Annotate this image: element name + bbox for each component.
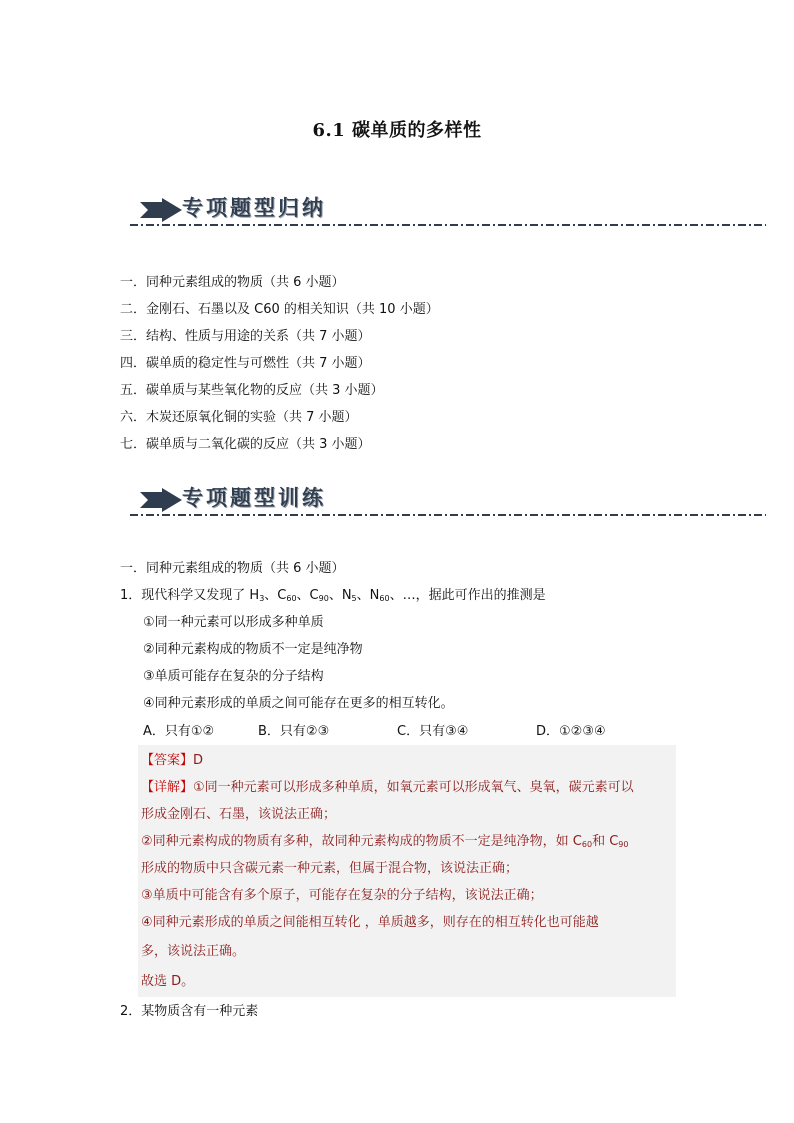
topic-item: 三．结构、性质与用途的关系（共 7 小题） [120, 329, 371, 344]
explanation-line: 多，该说法正确。 [141, 944, 246, 959]
arrow-icon [140, 488, 182, 512]
explanation-line: 形成金刚石、石墨，该说法正确； [141, 807, 337, 822]
banner-divider [130, 514, 766, 516]
explanation-line: ③单质中可能含有多个原子，可能存在复杂的分子结构，该说法正确； [141, 888, 543, 903]
choice-a: A．只有①② [143, 724, 215, 739]
explanation-line: 形成的物质中只含碳元素一种元素，但属于混合物，该说法正确； [141, 861, 519, 876]
question-1-stem: 1．现代科学又发现了 $H_3$、$C_{60}$、$C_{90}$、$N_5$、$N_{60}$、…，据此可作出的推测是 [120, 588, 546, 603]
banner-title: 专项题型归纳 [182, 195, 326, 220]
banner-divider [130, 224, 766, 226]
statement-item: ④同种元素形成的单质之间可能存在更多的相互转化。 [143, 696, 454, 711]
topic-list [120, 276, 439, 465]
topic-item: 四．碳单质的稳定性与可燃性（共 7 小题） [120, 356, 371, 371]
section-heading: 一．同种元素组成的物质（共 6 小题） [120, 561, 345, 576]
answer-line: 【答案】D [141, 753, 204, 768]
explanation-line: ②同种元素构成的物质有多种，故同种元素构成的物质不一定是纯净物，如 $C_{60}$和 $C_{90}$ [141, 834, 629, 849]
conclusion-line: 故选 D。 [141, 974, 195, 989]
question-2-stem: 2．某物质含有一种元素 [120, 1004, 259, 1019]
choice-d: D．①②③④ [536, 724, 606, 739]
answer-choices [143, 720, 663, 738]
statement-item: ③单质可能存在复杂的分子结构 [143, 669, 324, 684]
statement-item: ②同种元素构成的物质不一定是纯净物 [143, 642, 363, 657]
explanation-line: ④同种元素形成的单质之间能相互转化 ，单质越多，则存在的相互转化也可能越 [141, 915, 599, 930]
topic-item: 二．金刚石、石墨以及 C60 的相关知识（共 10 小题） [120, 302, 439, 317]
choice-b: B．只有②③ [258, 724, 330, 739]
arrow-icon [140, 198, 182, 222]
choice-c: C．只有③④ [397, 724, 469, 739]
page-title: 6.1 碳单质的多样性 [312, 120, 482, 141]
explanation-line: 【详解】①同一种元素可以形成多种单质，如氧元素可以形成氧气、臭氧，碳元素可以 [141, 780, 634, 795]
topic-item: 六．木炭还原氧化铜的实验（共 7 小题） [120, 410, 358, 425]
topic-item: 一．同种元素组成的物质（共 6 小题） [120, 275, 345, 290]
section-banner-training [130, 482, 766, 522]
section-banner-summary [130, 192, 766, 232]
statement-item: ①同一种元素可以形成多种单质 [143, 615, 324, 630]
topic-item: 五．碳单质与某些氧化物的反应（共 3 小题） [120, 383, 384, 398]
banner-title: 专项题型训练 [182, 485, 326, 510]
topic-item: 七．碳单质与二氧化碳的反应（共 3 小题） [120, 437, 371, 452]
